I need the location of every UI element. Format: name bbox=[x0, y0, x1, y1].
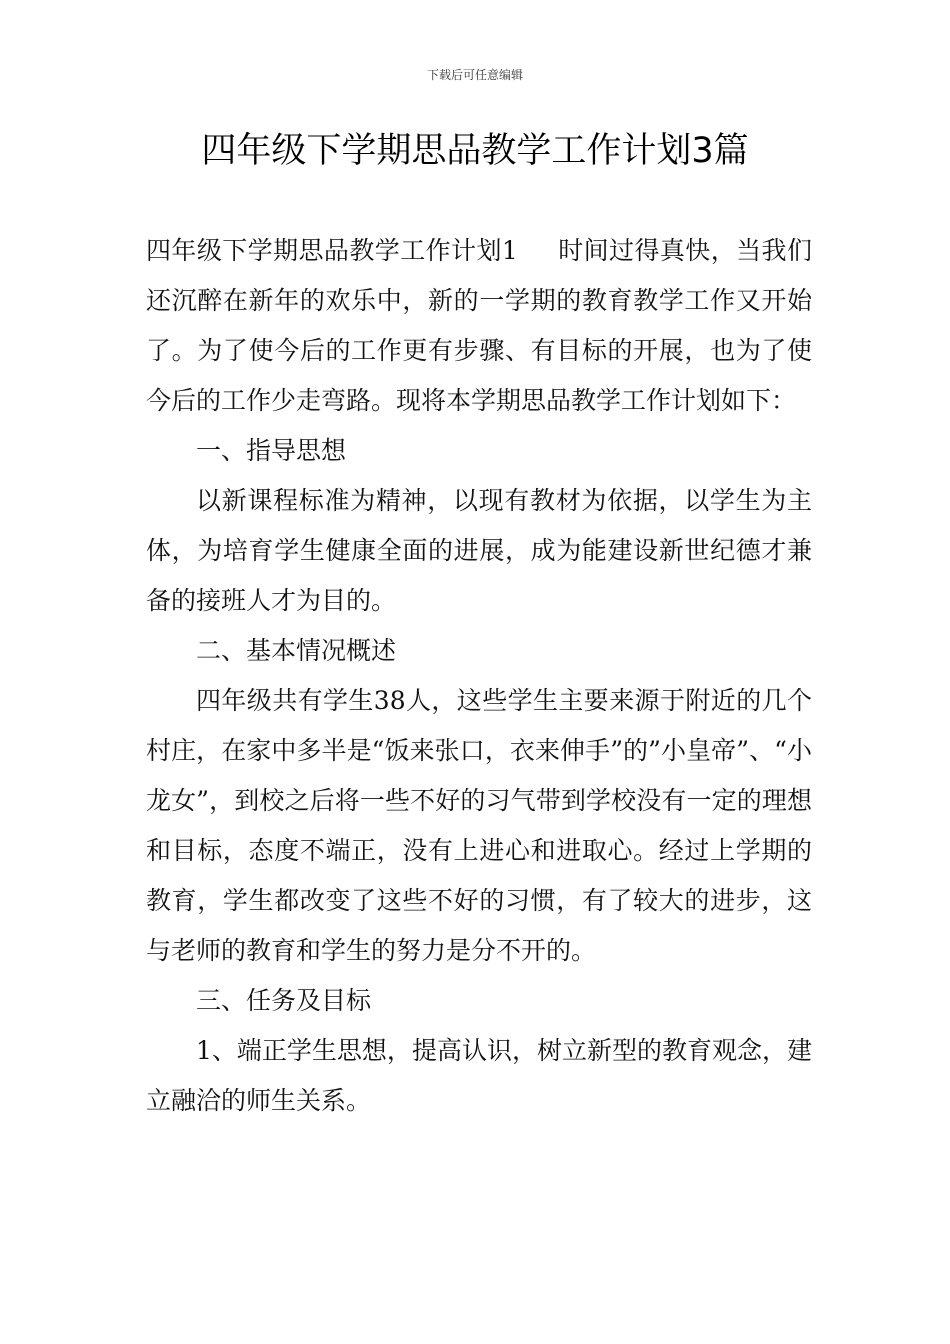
section-paragraph: 1、端正学生思想，提高认识，树立新型的教育观念，建立融洽的师生关系。 bbox=[146, 1036, 812, 1115]
document-body bbox=[146, 226, 812, 1126]
section-paragraph: 四年级共有学生38人，这些学生主要来源于附近的几个村庄，在家中多半是“饭来张口，衣来伸手”的”小皇帝”、“小龙女”，到校之后将一些不好的习气带到学校没有一定的理想和目标，态度不端正，没有上进心和进取心。经过上学期的教育，学生都改变了这些不好的习惯，有了较大的进步，这与老师的教育和学生的努力是分不开的。 bbox=[146, 686, 812, 965]
section-paragraph: 以新课程标准为精神，以现有教材为依据，以学生为主体，为培育学生健康全面的进展，成为能建设新世纪德才兼备的接班人才为目的。 bbox=[146, 486, 812, 615]
intro-paragraph bbox=[146, 226, 812, 426]
section-heading: 三、任务及目标 bbox=[196, 986, 372, 1015]
plan-label: 四年级下学期思品教学工作计划1 bbox=[146, 236, 518, 265]
document-title: 四年级下学期思品教学工作计划3篇 bbox=[201, 131, 749, 171]
intro-text: 时间过得真快，当我们还沉醉在新年的欢乐中，新的一学期的教育教学工作又开始了。为了使今后的工作更有步骤、有目标的开展，也为了使今后的工作少走弯路。现将本学期思品教学工作计划如下： bbox=[146, 236, 812, 415]
header-note: 下载后可任意编辑 bbox=[426, 68, 523, 82]
section-heading: 二、基本情况概述 bbox=[196, 636, 397, 665]
section-heading: 一、指导思想 bbox=[196, 436, 347, 465]
